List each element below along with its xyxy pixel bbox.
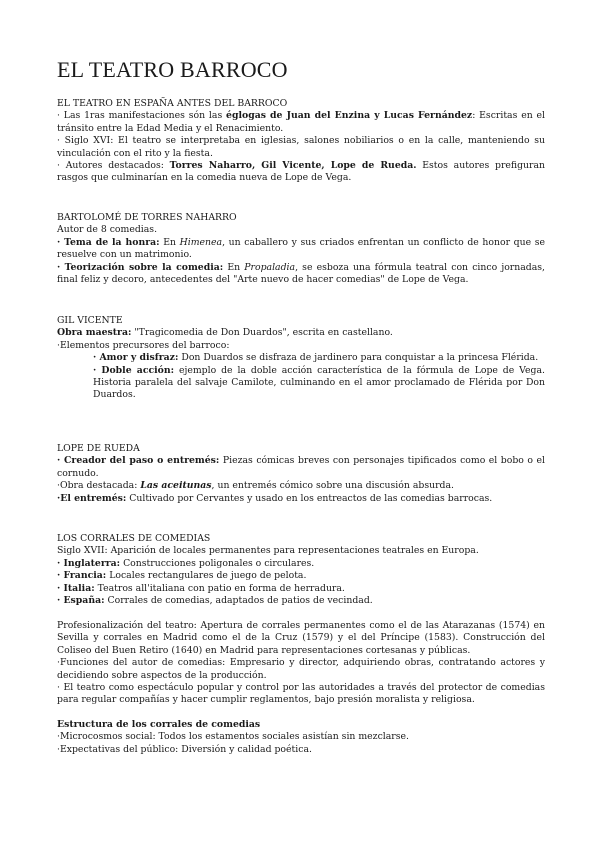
paragraph xyxy=(57,570,545,582)
paragraph: ·Funciones del autor de comedias: Empresario y director, adquiriendo obras, contratando actores y decidiendo sobre aspectos de la producción. xyxy=(57,657,545,681)
italic-text: Propaladia xyxy=(244,261,296,273)
bold-text: Obra maestra: xyxy=(57,327,132,339)
paragraph xyxy=(57,480,545,492)
text: En xyxy=(223,261,245,273)
bold-text: Torres Naharro, Gil Vicente, Lope de Rueda. xyxy=(169,160,417,172)
paragraph: ·Elementos precursores del barroco: xyxy=(57,339,230,351)
text: · Autores destacados: xyxy=(57,160,170,172)
paragraph xyxy=(57,365,545,402)
text: Locales rectangulares de juego de pelota. xyxy=(106,570,307,582)
bold-text: · Inglaterra: xyxy=(57,557,121,569)
bold-text: · Amor y disfraz: xyxy=(93,352,179,364)
bold-text: · Francia: xyxy=(57,570,107,582)
bold-text: églogas de Juan del Enzina y Lucas Fernández xyxy=(226,110,473,122)
text: Cultivado por Cervantes y usado en los entreactos de las comedias barrocas. xyxy=(126,492,493,504)
section-profesionalizacion xyxy=(57,620,545,707)
text: En xyxy=(159,236,180,248)
section-estructura-corrales xyxy=(57,719,545,756)
text: ejemplo de la doble acción característica de la fórmula de Lope de Vega. Historia paralela del salvaje Camilote, culminando en el amor proclamado de Flérida por Don Duardos. xyxy=(93,364,545,401)
section-gil-vicente xyxy=(57,315,545,402)
text: , se esboza una fórmula teatral con cinco jornadas, final feliz y decoro, antecedentes del "Arte nuevo de hacer comedias" de Lope de Vega. xyxy=(57,261,545,286)
paragraph xyxy=(57,558,545,570)
paragraph: ·Microcosmos social: Todos los estamentos sociales asistían sin mezclarse. xyxy=(57,731,409,743)
bold-text: · Teorización sobre la comedia: xyxy=(57,261,224,273)
text: : Escritas en el tránsito entre la Edad Media y el Renacimiento. xyxy=(57,110,545,134)
paragraph xyxy=(57,327,545,339)
paragraph xyxy=(57,160,545,185)
text: Don Duardos se disfraza de jardinero para conquistar a la princesa Flérida. xyxy=(178,352,539,364)
paragraph xyxy=(57,110,545,135)
text: · Las 1ras manifestaciones són las xyxy=(57,110,227,122)
paragraph: Autor de 8 comedias. xyxy=(57,224,158,236)
paragraph: Profesionalización del teatro: Apertura de corrales permanentes como el de las Atarazanas (1574) en Sevilla y corrales en Madrid como el de la Cruz (1579) y el del Príncipe (1583). Construcción del Coliseo del Buen Retiro (1640) en Madrid para representaciones cortesanas y públicas. xyxy=(57,620,545,656)
section-corrales-de-comedias xyxy=(57,533,545,607)
section-heading: LOS CORRALES DE COMEDIAS xyxy=(57,533,211,544)
document-title: EL TEATRO BARROCO xyxy=(57,57,288,82)
bold-text: · Creador del paso o entremés: xyxy=(57,455,220,467)
section-heading: EL TEATRO EN ESPAÑA ANTES DEL BARROCO xyxy=(57,98,288,109)
paragraph: Siglo XVII: Aparición de locales permanentes para representaciones teatrales en Europa. xyxy=(57,545,479,557)
bold-italic-text: Las aceitunas xyxy=(140,480,212,492)
bold-text: · Tema de la honra: xyxy=(57,236,160,248)
section-lope-de-rueda xyxy=(57,443,545,505)
text: Estos autores prefiguran rasgos que culminarían en la comedia nueva de Lope de Vega. xyxy=(57,160,546,184)
text: Piezas cómicas breves con personajes tipificados como el bobo o el cornudo. xyxy=(57,455,545,479)
text: ·Obra destacada: xyxy=(57,480,141,492)
section-heading: Estructura de los corrales de comedias xyxy=(57,719,261,730)
paragraph: ·Expectativas del público: Diversión y calidad poética. xyxy=(57,743,312,755)
section-heading: BARTOLOMÉ DE TORRES NAHARRO xyxy=(57,212,237,223)
bold-text: · España: xyxy=(57,595,105,607)
paragraph xyxy=(57,262,545,287)
paragraph xyxy=(57,583,545,595)
text: , un caballero y sus criados enfrentan un conflicto de honor que se resuelve con un matrimonio. xyxy=(57,236,545,261)
text: , un entremés cómico sobre una discusión absurda. xyxy=(211,480,454,492)
text: "Tragicomedia de Don Duardos", escrita en castellano. xyxy=(131,327,393,339)
paragraph xyxy=(57,595,545,607)
text: Teatros all'italiana con patio en forma de herradura. xyxy=(94,582,345,594)
paragraph: · Siglo XVI: El teatro se interpretaba en iglesias, salones nobiliarios o en la calle, manteniendo su vinculación con el rito y la fiesta. xyxy=(57,135,545,159)
paragraph xyxy=(57,237,545,262)
bold-text: ·El entremés: xyxy=(57,492,127,504)
text: Construcciones poligonales o circulares. xyxy=(120,557,315,569)
paragraph xyxy=(57,352,545,364)
bold-text: · Italia: xyxy=(57,582,95,594)
bold-text: · Doble acción: xyxy=(93,364,175,376)
section-torres-naharro xyxy=(57,212,545,286)
section-espana-antes-barroco xyxy=(57,98,545,185)
section-heading: LOPE DE RUEDA xyxy=(57,443,140,454)
section-heading: GIL VICENTE xyxy=(57,315,123,326)
text: Corrales de comedias, adaptados de patios de vecindad. xyxy=(104,595,373,607)
italic-text: Himenea xyxy=(179,236,223,248)
paragraph xyxy=(57,455,545,480)
paragraph xyxy=(57,493,545,505)
paragraph: · El teatro como espectáculo popular y control por las autoridades a través del protector de comedias para regular compañías y hacer cumplir reglamentos, bajo presión moralista y religiosa. xyxy=(57,682,545,706)
